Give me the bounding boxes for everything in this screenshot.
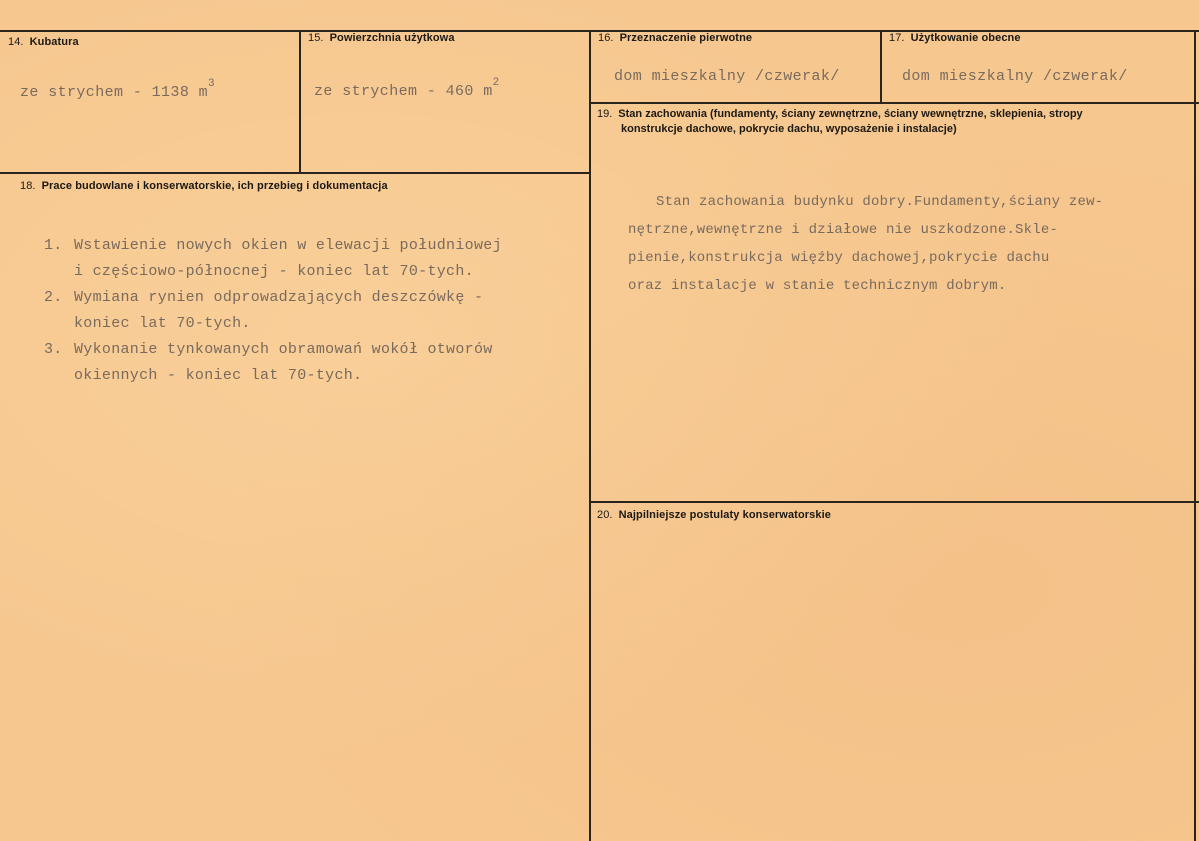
list-item-continuation: i częściowo-północnej - koniec lat 70-tych. (74, 263, 474, 280)
divider-16-17 (880, 30, 882, 102)
field-15-label (308, 32, 455, 44)
field-15-value (314, 77, 500, 100)
list-item-text: Wstawienie nowych okien w elewacji południowej (74, 237, 502, 254)
field-17-number: 17. (889, 32, 905, 44)
field-18-title: Prace budowlane i konserwatorskie, ich przebieg i dokumentacja (41, 180, 388, 192)
divider-under-16-17 (590, 102, 1199, 104)
field-14-title: Kubatura (29, 36, 79, 48)
field-19-label (597, 107, 1187, 137)
right-divider (1194, 30, 1196, 841)
field-15-title: Powierzchnia użytkowa (329, 32, 455, 44)
divider-under-14-15 (0, 172, 590, 174)
field-16-number: 16. (598, 32, 614, 44)
list-item (44, 337, 502, 363)
field-16-label (598, 32, 752, 44)
list-item-text: Wykonanie tynkowanych obramowań wokół otworów (74, 341, 493, 358)
field-14-value-sup: 3 (208, 78, 216, 90)
field-16-title: Przeznaczenie pierwotne (619, 32, 753, 44)
list-item-continuation: okiennych - koniec lat 70-tych. (74, 367, 363, 384)
center-divider (589, 30, 591, 841)
list-item-continuation: koniec lat 70-tych. (74, 315, 251, 332)
field-18-label (20, 180, 388, 192)
field-15-value-text: ze strychem - 460 m (314, 83, 493, 100)
field-15-value-sup: 2 (492, 77, 500, 89)
list-item (44, 233, 502, 259)
paragraph-line: nętrzne,wewnętrzne i działowe nie uszkodzone.Skle- (628, 222, 1059, 238)
field-19-number: 19. (597, 108, 613, 120)
field-19-title-line1: Stan zachowania (fundamenty, ściany zewnętrzne, ściany wewnętrzne, sklepienia, stropy (618, 108, 1083, 120)
field-20-title: Najpilniejsze postulaty konserwatorskie (618, 509, 831, 521)
field-19-text (628, 188, 1103, 300)
divider-14-15 (299, 30, 301, 172)
field-14-value (20, 78, 215, 101)
field-18-list (44, 233, 502, 389)
list-item-number: 3. (44, 341, 63, 358)
field-19-title-line2: konstrukcje dachowe, pokrycie dachu, wyposażenie i instalacje) (621, 123, 957, 135)
divider-under-19 (590, 501, 1199, 503)
list-item (44, 285, 502, 311)
paragraph-line: oraz instalacje w stanie technicznym dobrym. (628, 278, 1007, 294)
field-20-number: 20. (597, 509, 613, 521)
field-17-title: Użytkowanie obecne (910, 32, 1021, 44)
field-18-number: 18. (20, 180, 36, 192)
list-item-number: 2. (44, 289, 63, 306)
field-17-label (889, 32, 1021, 44)
field-16-value: dom mieszkalny /czwerak/ (614, 68, 840, 85)
field-14-number: 14. (8, 36, 24, 48)
field-14-label (8, 36, 79, 48)
list-item-text: Wymiana rynien odprowadzających deszczówkę - (74, 289, 484, 306)
list-item-number: 1. (44, 237, 63, 254)
paragraph-line: pienie,konstrukcja więźby dachowej,pokrycie dachu (628, 250, 1050, 266)
field-15-number: 15. (308, 32, 324, 44)
field-20-label (597, 509, 831, 521)
paragraph-line: Stan zachowania budynku dobry.Fundamenty,ściany zew- (656, 194, 1104, 210)
field-17-value: dom mieszkalny /czwerak/ (902, 68, 1128, 85)
field-14-value-text: ze strychem - 1138 m (20, 84, 209, 101)
